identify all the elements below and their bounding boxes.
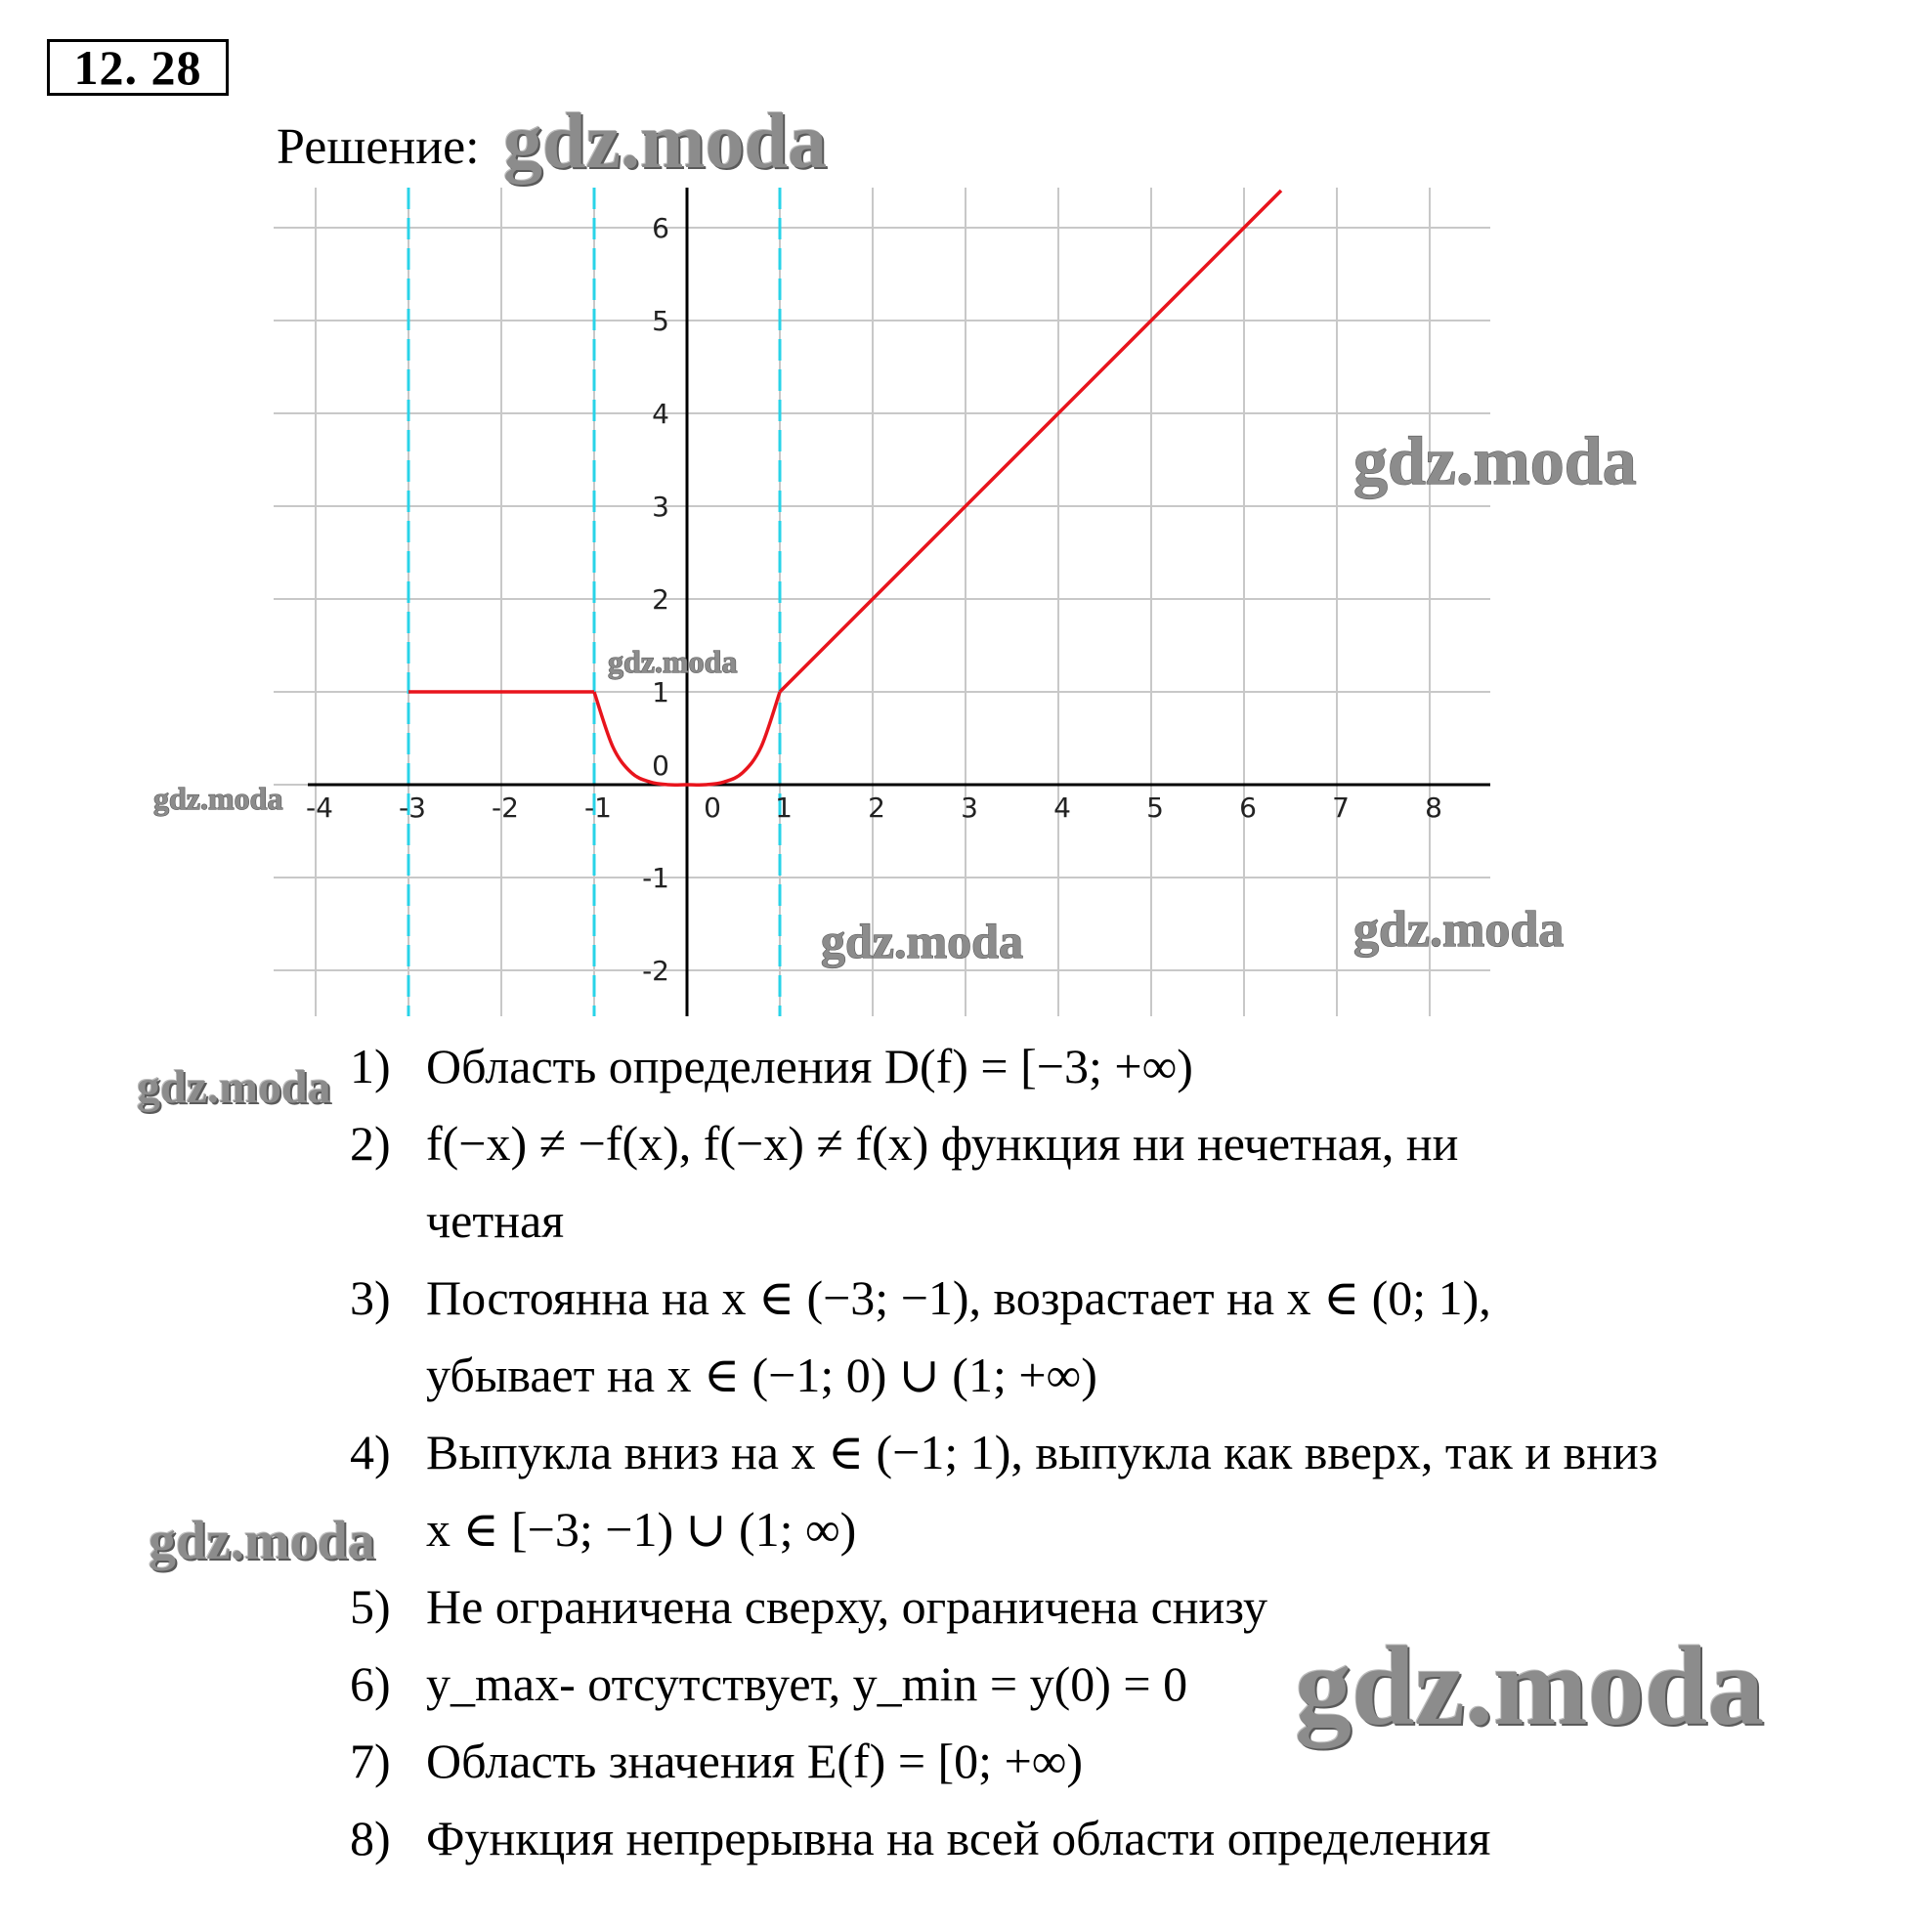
y-tick-label: 6	[652, 212, 669, 244]
property-text: y_max- отсутствует, y_min = y(0) = 0	[426, 1656, 1188, 1711]
watermark: gdz.moda	[1295, 1624, 1765, 1749]
property-text-continued: четная	[426, 1193, 565, 1248]
y-tick-label: -2	[642, 955, 669, 987]
item-number: 8)	[350, 1811, 391, 1865]
x-tick-label: -2	[492, 792, 519, 824]
y-tick-label: 0	[652, 749, 669, 782]
x-tick-label: 4	[1053, 792, 1071, 824]
property-item-1	[342, 1028, 1906, 1105]
x-tick-label: 8	[1425, 792, 1442, 824]
function-curve-linear	[780, 191, 1281, 692]
watermark: gdz.moda	[1353, 424, 1637, 499]
item-number: 7)	[350, 1734, 391, 1788]
item-number: 6)	[350, 1656, 391, 1711]
watermark: gdz.moda	[608, 644, 738, 679]
y-tick-label: 2	[652, 583, 669, 616]
watermark: gdz.moda	[821, 914, 1023, 968]
x-tick-label: 7	[1332, 792, 1350, 824]
chart-axes	[308, 188, 1490, 1016]
x-tick-label: -4	[306, 792, 333, 824]
property-item-4	[342, 1414, 1906, 1568]
item-number: 2)	[350, 1116, 391, 1171]
y-tick-label: 1	[652, 676, 669, 708]
property-text: Постоянна на x ∈ (−3; −1), возрастает на x ∈ (0; 1),	[426, 1270, 1491, 1325]
property-text: Функция непрерывна на всей области определения	[426, 1811, 1491, 1865]
x-tick-label: -1	[584, 792, 612, 824]
item-number: 5)	[350, 1579, 391, 1634]
x-tick-label: 1	[775, 792, 793, 824]
property-text: Область значения E(f) = [0; +∞)	[426, 1734, 1084, 1788]
x-tick-label: 5	[1146, 792, 1164, 824]
y-tick-label: -1	[642, 862, 669, 894]
chart-guide-lines	[408, 188, 780, 1016]
property-text-continued: x ∈ [−3; −1) ∪ (1; ∞)	[426, 1502, 857, 1557]
property-text: Область определения D(f) = [−3; +∞)	[426, 1039, 1193, 1093]
watermark: gdz.moda	[503, 99, 828, 185]
x-tick-label: 3	[961, 792, 978, 824]
chart-grid	[274, 188, 1490, 1016]
property-item-8	[342, 1800, 1906, 1877]
property-item-3	[342, 1260, 1906, 1414]
x-tick-label: 6	[1239, 792, 1257, 824]
property-text: Выпукла вниз на x ∈ (−1; 1), выпукла как вверх, так и вниз	[426, 1425, 1658, 1479]
watermark: gdz.moda	[1353, 902, 1565, 958]
item-number: 3)	[350, 1270, 391, 1325]
item-number: 1)	[350, 1039, 391, 1093]
x-tick-label: -3	[399, 792, 426, 824]
y-tick-label: 5	[652, 305, 669, 337]
x-tick-label: 2	[868, 792, 885, 824]
x-tick-label: 0	[704, 792, 721, 824]
property-text: Не ограничена сверху, ограничена снизу	[426, 1579, 1268, 1634]
solution-label: Решение:	[277, 119, 480, 175]
y-tick-label: 3	[652, 491, 669, 523]
watermark: gdz.moda	[137, 1061, 331, 1113]
property-text: f(−x) ≠ −f(x), f(−x) ≠ f(x) функция ни нечетная, ни	[426, 1116, 1459, 1171]
problem-number: 12. 28	[47, 39, 229, 96]
watermark: gdz.moda	[149, 1511, 375, 1571]
item-number: 4)	[350, 1425, 391, 1479]
property-item-2	[342, 1105, 1906, 1260]
property-text-continued: убывает на x ∈ (−1; 0) ∪ (1; +∞)	[426, 1348, 1097, 1402]
y-tick-label: 4	[652, 398, 669, 430]
watermark: gdz.moda	[153, 781, 283, 816]
